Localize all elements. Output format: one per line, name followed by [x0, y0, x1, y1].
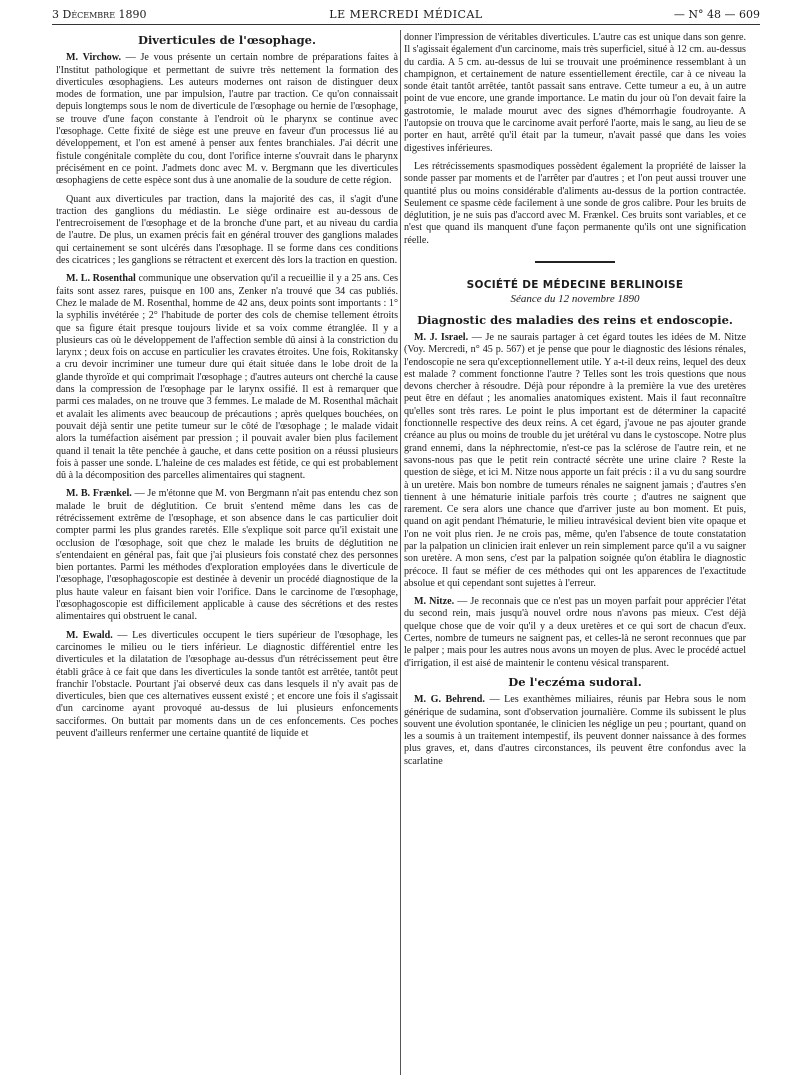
paragraph-behrend: [404, 694, 746, 768]
text-ewald: — Les diverticules occupent le tiers supérieur de l'œsophage, les carcinomes le milieu ou le tiers inférieur. Le diagnostic différentiel entre les diverticules et la dilatation de l'œsophage au-dessus d'un rétrécissement peut être établi grâce à ce fait que dans les diverticules la sonde tantôt est arrêtée, tantôt peut franchir l'obstacle. Pourtant j'ai observé deux cas dans lesquels il n'y avait pas de diverticules, bien que ces alternatives eussent existé ; et encore une fois il s'agissait d'un carcinome ayant provoqué au-dessus de lui plusieurs enfoncements sacciformes. On buttait par moments dans un de ces enfoncements. Ces poches peuvent d'ailleurs renfermer une certaine quantité de liquide et: [56, 629, 398, 740]
paragraph-virchow: [56, 52, 398, 187]
text-nitze: — Je reconnais que ce n'est pas un moyen parfait pour apprécier l'état du second rein, mais jusqu'à nouvel ordre nous n'avons pas mieux. C'est déjà quelque chose que de voir qu'il y a deux uretères et ce qui sort de chacun d'eux. Certes, nombre de tumeurs ne saignent pas, et celles-là ne seront reconnues que par le palper ; mais pour les autres nous avons un moyen de plus. Avec le procédé actuel d'irrigation, il est aisé de maintenir le contenu vésical transparent.: [404, 596, 746, 669]
session-date: Séance du 12 novembre 1890: [510, 293, 640, 306]
section-rule: [535, 261, 615, 263]
left-column: [56, 32, 398, 1072]
paragraph-rosenthal: [56, 273, 398, 482]
speaker-fraenkel: M. B. Frænkel.: [66, 488, 132, 500]
section-title-diverticules: Diverticules de l'œsophage.: [137, 33, 317, 47]
paragraph-ewald: [56, 630, 398, 741]
section-title-reins: Diagnostic des maladies des reins et endoscopie.: [417, 312, 733, 327]
society-heading: SOCIÉTÉ DE MÉDECINE BERLINOISE: [466, 279, 684, 292]
header-date: 3 Décembre 1890: [52, 8, 147, 21]
text-israel: — Je ne saurais partager à cet égard toutes les idées de M. Nitze (Voy. Mercredi, n° 45 p. 567) et je pense que pour le diagnostic des lésions rénales, l'endoscopie ne sera qu'exceptionnellement utile. Y a-t-il deux reins, lequel des deux est malade ? comment fonctionne l'autre ? Telles sont les trois questions que nous devons chercher à résoudre. Déjà pour répondre à la première la vue des uretères peut être en défaut ; les anomalies anatomiques existent. Mais il faut reconnaître qu'elles sont très rares. Le point le plus important est de déterminer la capacité fonctionnelle respective des deux reins. A cet égard, j'avoue ne pas ajouter grande créance au plus ou moins de trouble du jet urétéral vu dans le cystoscope. Notre plus grand ennemi, dans la néphrectomie, n'est-ce pas la sclérose de l'autre rein, et ne savons-nous pas que le petit rein contracté sécrète une urine claire ? Reste la question de siège, et ici M. Nitze nous apporte un fait précis : il a vu du sang sourdre à un uretère. Mais bon nombre de tumeurs rénales ne saignent jamais ; d'autres s'en tiennent à une hématurie initiale parfois très courte ; d'autres ne saignent que rarement. Ce sera alors une chance que d'arriver juste au bon moment. Et puis, quand on agit pendant l'hématurie, le milieu intravésical devient bien vite opaque et l'on ne voit plus rien. Je ne crois pas, même, qu'en l'absence de toute constatation par la palpation un clinicien irait enlever un rein simplement parce qu'il a vu saigner son uretère. A mon sens, c'est par la palpation soignée qu'on établira le diagnostic précoce. Il faut se méfier de ces méthodes qui ont les apparences de l'exactitude absolue et qui cependant sont sujettes à l'erreur.: [404, 331, 746, 589]
section-title-eczema: De l'eczéma sudoral.: [508, 674, 642, 689]
speaker-israel: M. J. Israel.: [414, 331, 469, 343]
speaker-rosenthal: M. L. Rosenthal: [66, 273, 136, 285]
column-divider: [400, 30, 401, 1075]
text-virchow: — Je vous présente un certain nombre de préparations faites à l'Institut pathologique et permettant de suivre très nettement la formation des diverticules œsophagiens. Les auteurs modernes ont raison de distinguer deux modes de formation, une par impulsion, l'autre par traction. Ce qu'on connaissait depuis longtemps sous le nom de diverticule de l'œsophage ou hernie de l'œsophage, se trouve d'une façon constante à l'endroit où le pharynx se continue avec l'œsophage. Cette fixité de siège est une preuve en faveur d'un processus lié au développement, et l'on est amené à penser aux fentes branchiales. J'ai décrit une fistule congénitale complète du cou, dont l'orifice interne s'ouvrait dans le pharynx précisément en ce point. J'admets donc avec M. v. Bergmann que les diverticules œsophagiens de cette espèce sont dus à une anomalie de la soudure de cette région.: [56, 52, 398, 187]
speaker-behrend: M. G. Behrend.: [414, 694, 485, 706]
paragraph-nitze: [404, 596, 746, 670]
header-page-number: — N° 48 — 609: [673, 8, 760, 21]
page-header: [52, 6, 760, 25]
speaker-nitze: M. Nitze.: [414, 596, 455, 608]
paragraph-israel: [404, 332, 746, 590]
right-column: [404, 32, 746, 1072]
text-rosenthal: communique une observation qu'il a recueillie il y a 25 ans. Ces faits sont assez rares, puisque en 100 ans, Zenker n'a trouvé que 34 cas publiés. Chez le malade de M. Rosenthal, homme de 42 ans, deux points sont importants : 1° la syphilis invétérée ; 2° l'habitude de porter des cols de chemise tellement étroits que sa figure était presque toujours livide et sa voix comme étranglée. Il y a plusieurs cas où le développement de l'affection semble dû ainsi à la constriction du larynx ; deux fois on accuse en particulier les cravates étroites. Une fois, Rokitansky a cru devoir incriminer une tumeur dure qui était située dans le lobe droit de la glande thyroïde et qui comprimait l'œsophage ; d'autres auteurs ont cherché la cause dans la compression de l'œsophage par le larynx ossifié. Il est à remarquer que parmi ces malades, on ne trouve que 3 femmes. Le malade de M. Rosenthal mâchait et avalait les aliments avec beaucoup de précautions ; après quelques bouchées, on pouvait déjà sentir une petite tumeur sur le côté de l'œsophage ; le malade vidait alors la tuméfaction aisément par pression ; il pouvait avaler bien plus facilement quand il tenait la tête penchée à gauche, et dans cette position on a réussi plusieurs fois à passer une sonde. L'haleine de ces malades est fétide, ce qui est probablement dû à la décomposition des parcelles alimentaires qui stagnent.: [56, 273, 398, 482]
paragraph-spasmodiques: Les rétrécissements spasmodiques possèdent également la propriété de laisser la sonde passer par moments et de l'arrêter par d'autres ; et l'on peut aussi trouver une quantité plus ou moins considérable d'aliments au-dessus de la portion contractée. Seulement ce spasme cède facilement à une sonde de gros calibre. Pour les bruits de déglutition, je ne suis pas d'accord avec M. Frænkel. Ces bruits sont variables, et ce n'est que quand ils manquent d'une façon permanente qu'ils ont une signification réelle.: [404, 160, 746, 246]
text-behrend: — Les exanthèmes miliaires, réunis par Hebra sous le nom générique de sudamina, sont d'observation journalière. Comme ils subissent le plus souvent une évolution spontanée, le clinicien les néglige un peu ; pourtant, quand on les a soumis à un traitement intempestif, ils peuvent donner naissance à des formes plus graves, et, dans d'autres circonstances, ils peuvent être confondus avec la scarlatine: [404, 694, 746, 767]
paragraph-traction: Quant aux diverticules par traction, dans la majorité des cas, il s'agit d'une traction des ganglions du médiastin. Le siège ordinaire est au-dessous de l'entrecroisement de l'œsophage et de la bronche d'une part, et au niveau du cardia de l'autre. De plus, un examen précis fait en général trouver des ganglions malades qui certainement se sont ulcérés dans l'œsophage. Il se forme dans ces conditions des cicatrices ; les ganglions se rétractent et exercent dès lors la traction en question.: [56, 193, 398, 267]
speaker-virchow: M. Virchow.: [66, 52, 121, 64]
header-journal-title: LE MERCREDI MÉDICAL: [329, 8, 483, 21]
paragraph-fraenkel: [56, 488, 398, 623]
speaker-ewald: M. Ewald.: [66, 629, 113, 641]
paragraph-ewald-continued: donner l'impression de véritables diverticules. L'autre cas est unique dans son genre. Il s'agissait également d'un carcinome, mais très superficiel, situé à 12 cm. au-dessus du cardia. A 5 cm. au-dessus de lui se trouvait une proéminence ressemblant à un champignon, et certainement de nature essentiellement érectile, car à ce niveau la sonde était tantôt arrêtée, tantôt passait sans entrave. Cette tumeur a eu, à un autre point de vue encore, une grande importance. Le matin du jour où l'on devait faire la gastrotomie, le malade mourut avec des signes d'hémorrhagie foudroyante. A l'autopsie on trouva que le carcinome avait perforé l'aorte, mais le sang, au lieu de se porter en haut, arrêté qu'il était par la tumeur, n'avait passé que dans les voies digestives inférieures.: [404, 32, 746, 154]
text-fraenkel: — Je m'étonne que M. von Bergmann n'ait pas entendu chez son malade le bruit de déglutition. Ce bruit s'entend même dans les cas de rétrécissement extrême de l'œsophage, et son absence dans le cas particulier doit compter parmi les plus grandes raretés. Elle s'explique soit parce qu'il existait une occlusion de l'œsophage, soit que chez le malade les bruits de déglutition ne s'entendaient en général pas, fait que j'ai plusieurs fois constaté chez des personnes bien portantes. Parmi les méthodes d'exploration employées dans le diverticule de l'œsophage, l'œsophagoscopie est destinée à devenir un procédé diagnostique de la plus haute valeur en faisant bien voir l'orifice. Dans le carcinome de l'œsophage, l'œsophagoscopie est difficilement applicable à cause des sécrétions et des restes alimentaires qui obstruent le canal.: [56, 488, 398, 623]
